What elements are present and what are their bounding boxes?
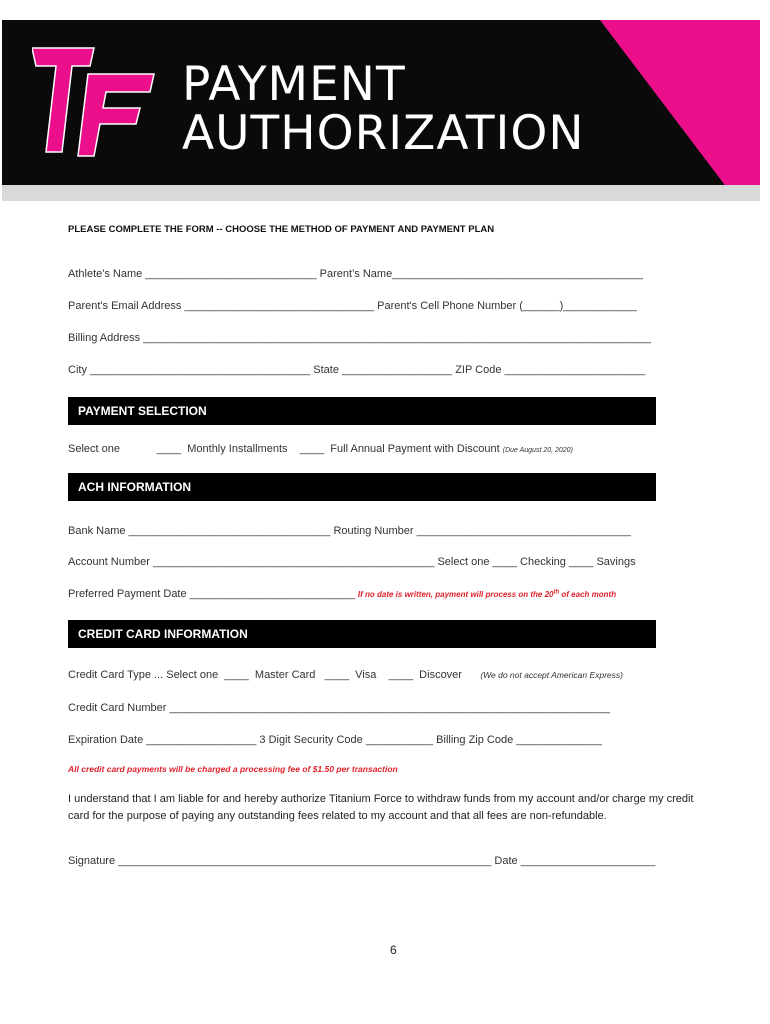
payment-selection-heading [68, 397, 656, 425]
city-state-zip-field[interactable]: City ____________________________________ State __________________ ZIP Code _______________________ [68, 364, 646, 376]
preferred-date-field[interactable]: Preferred Payment Date ___________________________ [68, 588, 358, 600]
header-divider [2, 185, 760, 201]
header-banner [2, 20, 760, 185]
credit-card-heading-label: CREDIT CARD INFORMATION [78, 627, 248, 641]
signature-date-field[interactable]: Signature _____________________________________________________________ Date ______________________ [68, 855, 656, 867]
payment-date-note-suffix: of each month [559, 590, 617, 599]
payment-selection-label: PAYMENT SELECTION [78, 404, 207, 418]
expiration-security-zip-field[interactable]: Expiration Date __________________ 3 Digit Security Code ___________ Billing Zip Code ______________ [68, 734, 602, 746]
card-number-field[interactable]: Credit Card Number ________________________________________________________________________ [68, 702, 610, 714]
title-line-2: AUTHORIZATION [182, 106, 585, 161]
card-type-options[interactable]: Credit Card Type ... Select one ____ Master Card ____ Visa ____ Discover [68, 669, 481, 681]
payment-selection-options[interactable]: Select one ____ Monthly Installments ____ Full Annual Payment with Discount [68, 443, 503, 455]
page-number: 6 [390, 943, 397, 957]
authorization-text: I understand that I am liable for and hereby authorize Titanium Force to withdraw funds from my account and/or charge my credit card for the purpose of paying any outstanding fees related to my account and that all fees are non-refundable. [68, 793, 694, 822]
ach-heading [68, 473, 656, 501]
pink-corner-accent [600, 20, 760, 185]
billing-address-field[interactable]: Billing Address ___________________________________________________________________________________ [68, 332, 651, 344]
email-phone-field[interactable]: Parent's Email Address _______________________________ Parent's Cell Phone Number (______)____________ [68, 300, 637, 312]
form-instructions: PLEASE COMPLETE THE FORM -- CHOOSE THE METHOD OF PAYMENT AND PAYMENT PLAN [68, 224, 495, 235]
card-type-row[interactable] [68, 669, 623, 681]
account-type-field[interactable]: Account Number ______________________________________________ Select one ____ Checking ____ Savings [68, 556, 636, 568]
tf-logo-icon [32, 44, 156, 160]
credit-card-heading [68, 620, 656, 648]
payment-date-note-text: If no date is written, payment will process on the 20 [357, 590, 554, 599]
title-line-1: PAYMENT [182, 57, 406, 112]
athlete-parent-name-field[interactable]: Athlete's Name ____________________________ Parent’s Name_________________________________________ [68, 268, 644, 280]
payment-date-note-sup: th [553, 589, 560, 596]
amex-note: (We do not accept American Express) [480, 670, 623, 680]
ach-heading-label: ACH INFORMATION [78, 480, 192, 494]
due-date-note: (Due August 20, 2020) [502, 447, 573, 454]
processing-fee-note: All credit card payments will be charged a processing fee of $1.50 per transaction [68, 764, 398, 774]
preferred-date-row[interactable] [68, 588, 616, 600]
page-title [182, 57, 585, 161]
bank-routing-field[interactable]: Bank Name _________________________________ Routing Number ___________________________________ [68, 525, 631, 537]
payment-selection-row[interactable] [68, 443, 573, 455]
payment-date-note [358, 590, 616, 599]
